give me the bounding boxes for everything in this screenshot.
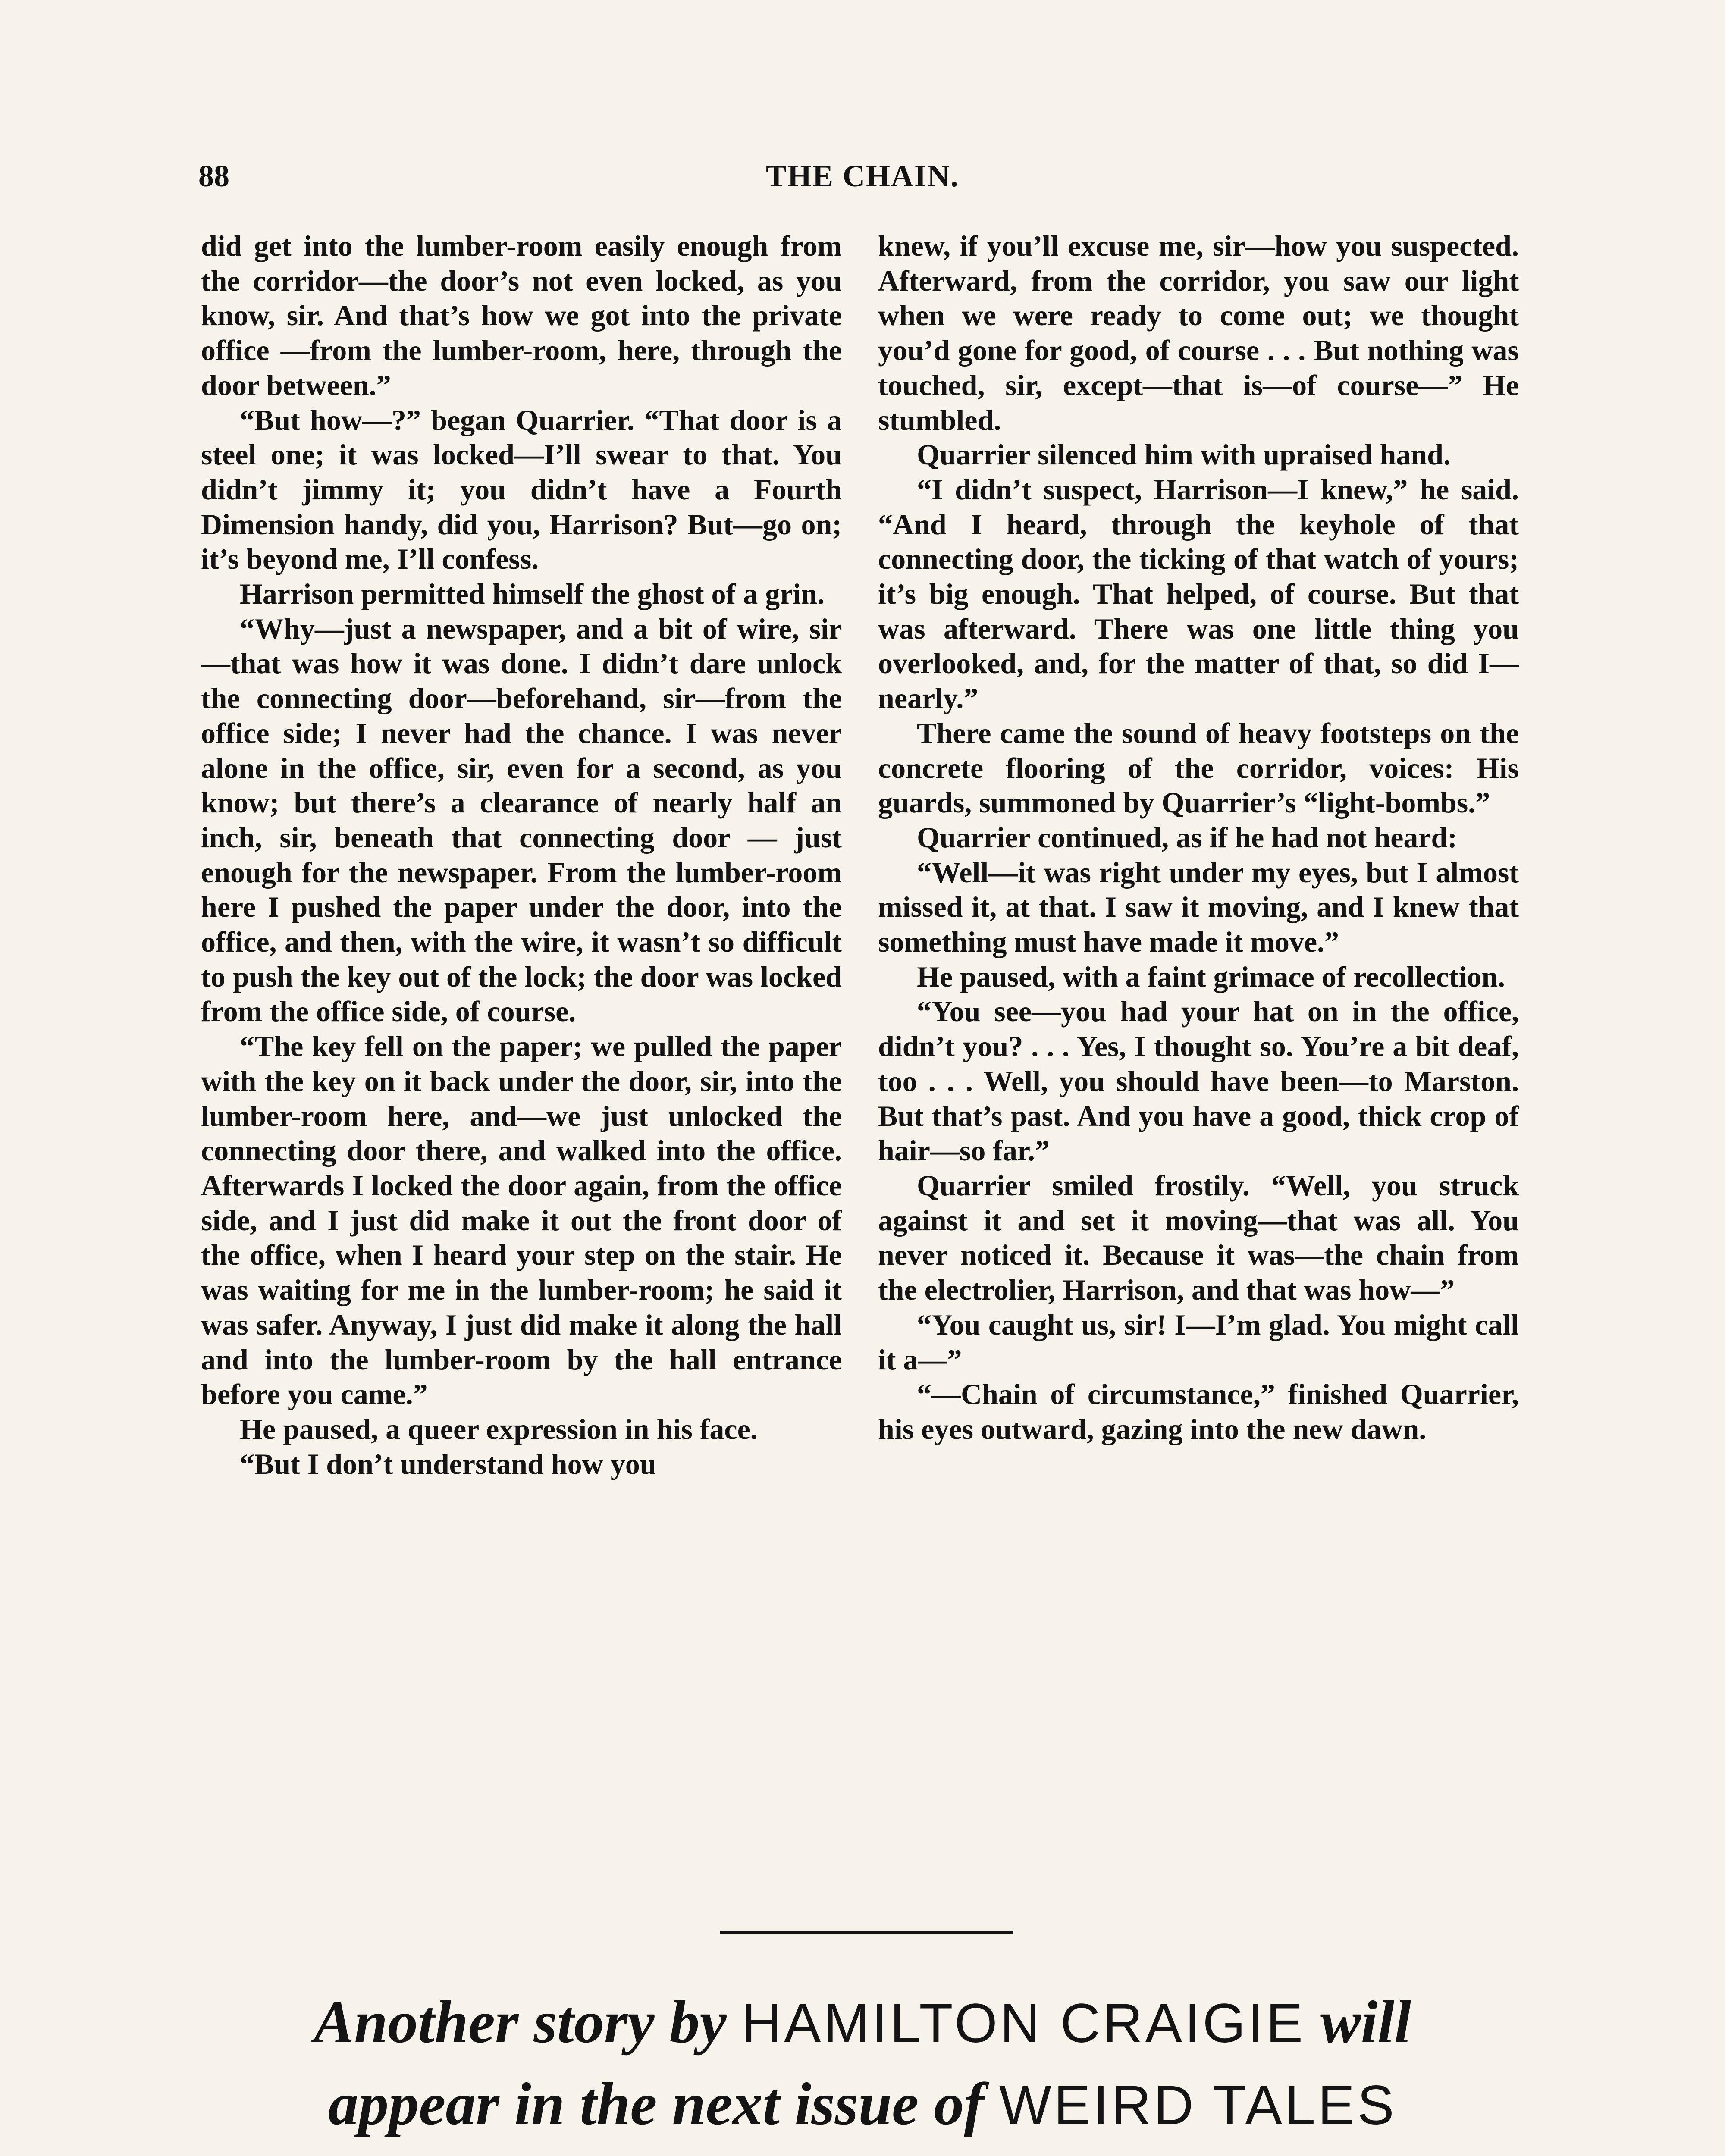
page-header: [198, 150, 1527, 202]
section-divider: [720, 1931, 1013, 1934]
page-number: 88: [198, 159, 229, 193]
notice-italic-text: will: [1305, 1989, 1411, 2056]
paragraph: “Well—it was right under my eyes, but I almost missed it, at that. I saw it moving, and I knew that something must have made it move.”: [878, 856, 1519, 959]
paragraph: “The key fell on the paper; we pulled the paper with the key on it back under the door, sir, into the lumber-room here, and—we just unlocked the connecting door there, and walked into the office. Afterwards I locked the door again, from the office side, and I just did make it out the front door of the office, when I heard your step on the stair. He was waiting for me in the lumber-room; he said it was safer. Anyway, I just did make it along the hall and into the lumber-room by the hall entrance before you came.”: [201, 1030, 842, 1411]
paragraph: “But how—?” began Quarrier. “That door is a steel one; it was locked—I’ll swear to that. You didn’t jimmy it; you didn’t have a Fourth Dimension handy, did you, Harrison? But—go on; it’s beyond me, I’ll confess.: [201, 403, 842, 576]
paragraph: Harrison permitted himself the ghost of a grin.: [240, 577, 825, 611]
paragraph: There came the sound of heavy footsteps on the concrete flooring of the corridor, voices: His guards, summoned by Quarrier’s “light-bombs.”: [878, 716, 1519, 819]
paragraph: “Why—just a newspaper, and a bit of wire, sir—that was how it was done. I didn’t dare unlock the connecting door—beforehand, sir—from the office side; I never had the chance. I was never alone in the office, sir, even for a second, as you know; but there’s a clearance of nearly half an inch, sir, beneath that connecting door — just enough for the newspaper. From the lumber-room here I pushed the paper under the door, into the office, and then, with the wire, it wasn’t so difficult to push the key out of the lock; the door was locked from the office side, of course.: [201, 612, 842, 1028]
paragraph: Quarrier continued, as if he had not heard:: [917, 821, 1458, 854]
paragraph: “I didn’t suspect, Harrison—I knew,” he said. “And I heard, through the keyhole of that connecting door, the ticking of that watch of yours; it’s big enough. That helped, of course. But that was afterward. There was one little thing you overlooked, and, for the matter of that, so did I—nearly.”: [878, 473, 1519, 715]
paragraph: “You see—you had your hat on in the office, didn’t you? . . . Yes, I thought so. You’re a bit deaf, too . . . Well, you should have been—to Marston. But that’s past. And you have a good, thick crop of hair—so far.”: [878, 995, 1519, 1167]
paragraph: He paused, a queer expression in his face.: [240, 1412, 758, 1445]
next-issue-notice-line-2: [172, 2065, 1552, 2144]
paragraph: Quarrier silenced him with upraised hand.: [917, 438, 1451, 471]
paragraph: “—Chain of circumstance,” finished Quarrier, his eyes outward, gazing into the new dawn.: [878, 1378, 1519, 1445]
author-name: HAMILTON CRAIGIE: [741, 1993, 1306, 2054]
paragraph: Quarrier smiled frostily. “Well, you struck against it and set it moving—that was all. You never noticed it. Because it was—the chain from the electrolier, Harrison, and that was how—”: [878, 1169, 1519, 1307]
paragraph: He paused, with a faint grimace of recollection.: [917, 960, 1505, 993]
left-text-column: [201, 229, 842, 1481]
paragraph: did get into the lumber-room easily enough from the corridor—the door’s not even locked, as you know, sir. And that’s how we got into the private office —from the lumber-room, here, through the door between.”: [201, 229, 842, 401]
notice-italic-text: appear in the next issue of: [328, 2071, 999, 2137]
paragraph: “You caught us, sir! I—I’m glad. You might call it a—”: [878, 1308, 1519, 1376]
next-issue-notice-line-1: [172, 1984, 1552, 2062]
running-title: THE CHAIN.: [765, 159, 960, 193]
paragraph: knew, if you’ll excuse me, sir—how you suspected. Afterward, from the corridor, you saw our light when we were ready to come out; we thought you’d gone for good, of course . . . But nothing was touched, sir, except—that is—of course—” He stumbled.: [878, 229, 1519, 436]
notice-italic-text: Another story by: [314, 1989, 742, 2056]
right-text-column: [878, 229, 1519, 1447]
magazine-name: WEIRD TALES: [999, 2075, 1397, 2136]
paragraph: “But I don’t understand how you: [240, 1447, 656, 1480]
